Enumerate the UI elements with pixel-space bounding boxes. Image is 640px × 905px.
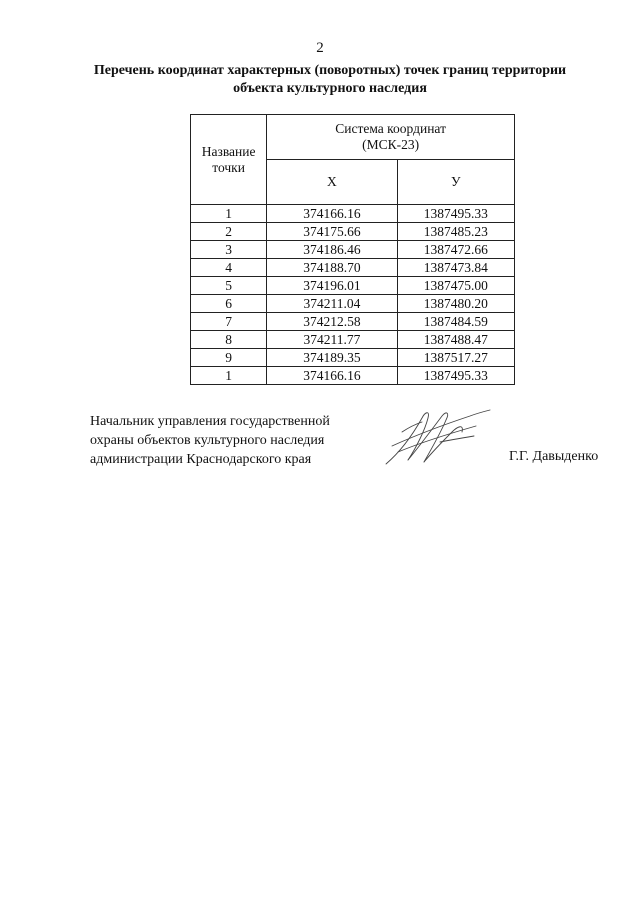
x-cell: 374166.16 (267, 367, 397, 385)
coordinates-table (190, 114, 515, 385)
point-name-header (191, 115, 267, 205)
x-cell: 374212.58 (267, 313, 397, 331)
table-row (191, 349, 515, 367)
x-cell: 374211.77 (267, 331, 397, 349)
signer-position-line-2: охраны объектов культурного наследия (90, 433, 325, 448)
x-cell: 374186.46 (267, 241, 397, 259)
x-cell: 374188.70 (267, 259, 397, 277)
x-cell: 374211.04 (267, 295, 397, 313)
document-title (60, 62, 600, 98)
page-number: 2 (316, 40, 324, 56)
y-cell: 1387475.00 (397, 277, 514, 295)
point-cell: 1 (191, 205, 267, 223)
point-cell: 6 (191, 295, 267, 313)
x-axis-header: Х (267, 160, 397, 205)
y-cell: 1387484.59 (397, 313, 514, 331)
table-row (191, 295, 515, 313)
y-cell: 1387495.33 (397, 367, 514, 385)
x-cell: 374175.66 (267, 223, 397, 241)
table-row (191, 331, 515, 349)
y-cell: 1387480.20 (397, 295, 514, 313)
table-row (191, 259, 515, 277)
signer-position-line-1: Начальник управления государственной (90, 414, 330, 429)
table-header-row (191, 115, 515, 160)
table-row (191, 205, 515, 223)
title-line-1: Перечень координат характерных (поворотных) точек границ территории (93, 63, 567, 78)
y-cell: 1387473.84 (397, 259, 514, 277)
coordinate-system-header-line-1: Система координат (335, 121, 446, 136)
point-cell: 2 (191, 223, 267, 241)
signer-position (90, 412, 380, 469)
point-cell: 1 (191, 367, 267, 385)
y-axis-header: У (397, 160, 514, 205)
table-row (191, 277, 515, 295)
y-cell: 1387472.66 (397, 241, 514, 259)
y-cell: 1387495.33 (397, 205, 514, 223)
y-cell: 1387517.27 (397, 349, 514, 367)
point-cell: 3 (191, 241, 267, 259)
handwritten-signature (378, 402, 493, 472)
table-row (191, 241, 515, 259)
table-row (191, 223, 515, 241)
point-cell: 7 (191, 313, 267, 331)
x-cell: 374189.35 (267, 349, 397, 367)
point-cell: 5 (191, 277, 267, 295)
table-row (191, 313, 515, 331)
coordinate-system-header-line-2: (МСК-23) (362, 137, 420, 152)
y-cell: 1387488.47 (397, 331, 514, 349)
y-cell: 1387485.23 (397, 223, 514, 241)
table-row (191, 367, 515, 385)
signer-position-line-3: администрации Краснодарского края (90, 452, 312, 467)
signer-name: Г.Г. Давыденко (509, 449, 599, 464)
point-cell: 9 (191, 349, 267, 367)
point-cell: 4 (191, 259, 267, 277)
point-cell: 8 (191, 331, 267, 349)
x-cell: 374166.16 (267, 205, 397, 223)
point-name-header-line-2: точки (212, 159, 245, 175)
title-line-2: объекта культурного наследия (233, 81, 427, 96)
point-name-header-line-1: Название (201, 143, 256, 159)
x-cell: 374196.01 (267, 277, 397, 295)
coordinate-system-header (267, 115, 515, 160)
